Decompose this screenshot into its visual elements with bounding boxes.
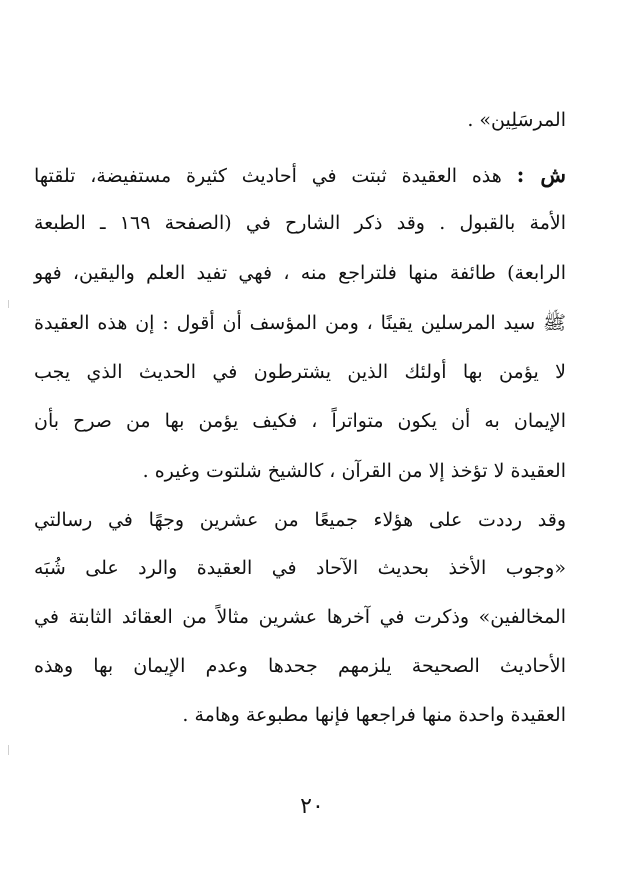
text-line: الأمة بالقبول . وقد ذكر الشارح في (الصفحة ١٦٩ ـ الطبعة (34, 212, 567, 234)
scan-edge-mark (8, 300, 9, 308)
section-marker: ش : (516, 162, 567, 187)
text-line: المرسَلِين» . (467, 109, 566, 131)
text-line: «وجوب الأخذ بحديث الآحاد في العقيدة والرد على شُبَه (34, 557, 566, 579)
text-line: لا يؤمن بها أولئك الذين يشترطون في الحديث الذي يجب (34, 361, 566, 383)
text-line: ﷺ سيد المرسلين يقينًا ، ومن المؤسف أن أقول : إن هذه العقيدة (34, 312, 566, 334)
scan-edge-mark (8, 745, 9, 755)
page-number: ٢٠ (300, 794, 324, 819)
text-line: وقد رددت على هؤلاء جميعًا من عشرين وجهًا في رسالتي (34, 509, 566, 531)
text-line (34, 160, 566, 190)
text-line: الأحاديث الصحيحة يلزمهم جحدها وعدم الإيمان بها وهذه (34, 655, 566, 677)
text-line: الرابعة) طائفة منها فلتراجع منه ، فهي تفيد العلم واليقين، فهو (34, 262, 566, 284)
text-line: العقيدة واحدة منها فراجعها فإنها مطبوعة وهامة . (182, 704, 566, 726)
text-line: الإيمان به أن يكون متواتراً ، فكيف يؤمن بها من صرح بأن (34, 410, 566, 432)
text-line-content: هذه العقيدة ثبتت في أحاديث كثيرة مستفيضة، تلقتها (34, 165, 502, 187)
text-line: المخالفين» وذكرت في آخرها عشرين مثالاً من العقائد الثابتة في (34, 606, 566, 628)
text-line: العقيدة لا تؤخذ إلا من القرآن ، كالشيخ شلتوت وغيره . (142, 460, 566, 482)
